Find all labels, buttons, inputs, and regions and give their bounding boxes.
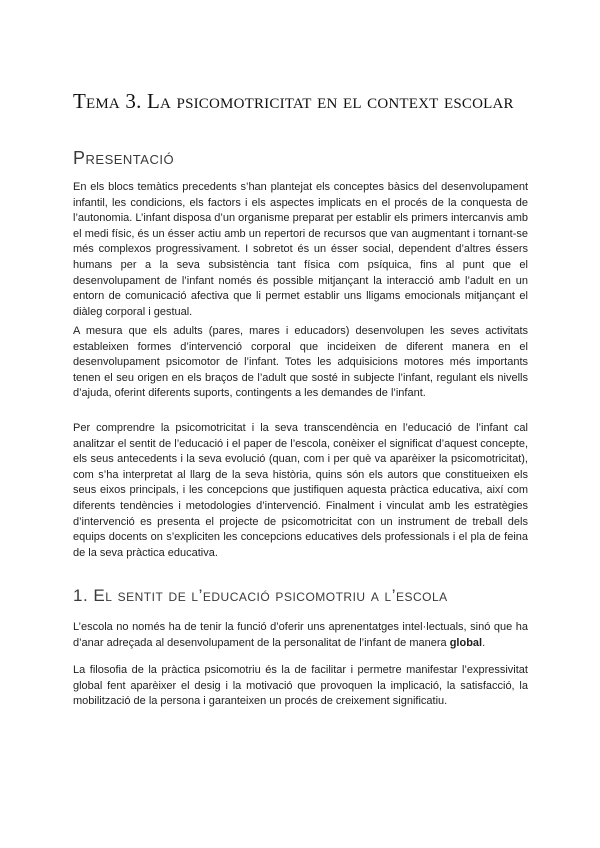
- paragraph: A mesura que els adults (pares, mares i educadors) desenvolupen les seves activitats estableixen formes d’intervenció corporal que incideixen de diferent manera en el desenvolupament psicomotor de l’infant. Totes les adquisicions motores més importants tenen el seu origen en els braços de l’adult que sosté in subjecte l’infant, regulant els nivells d’ajuda, oferint diferents suports, contingents a les demandes de l’infant.: [73, 325, 528, 400]
- section-title-sentit-educacio: 1. El sentit de l’educació psicomotriu a l’escola: [73, 586, 448, 605]
- paragraph: [73, 620, 528, 651]
- chapter-title: Tema 3. La psicomotricitat en el context escolar: [73, 89, 514, 113]
- paragraph: Per comprendre la psicomotricitat i la seva transcendència en l’educació de l’infant cal analitzar el sentit de l’educació i el paper de l’escola, conèixer el significat d’aquest concepte, els seus antecedents i la seva evolució (quan, com i per què va aparèixer la psicomotricitat), com s’ha interpretat al llarg de la seva història, quins són els autors que constitueixen els seus eixos principals, i les concepcions que justifiquen aquesta pràctica educativa, així com diferents tendències i metodologies d’intervenció. Finalment i vinculat amb les estratègies d’intervenció es presenta el projecte de psicomotricitat con un instrument de treball dels equips docents on s’expliciten les concepcions educatives dels professionals i el pla de feina de la seva pràctica educativa.: [73, 422, 528, 559]
- paragraph: En els blocs temàtics precedents s’han plantejat els conceptes bàsics del desenvolupament infantil, les condicions, els factors i els aspectes implicats en el procés de la conquesta de l’autonomia. L’infant disposa d’un organisme preparat per establir els primers intercanvis amb el medi físic, és un ésser actiu amb un repertori de recursos que van augmentant i tornant-se més complexos progressivament. I sobretot és un ésser social, dependent d’altres éssers humans per a la seva subsistència tant física com psíquica, fins al punt que el desenvolupament de l’infant només és possible mitjançant la interacció amb l’adult en un entorn de comunicació afectiva que li permet establir uns lligams emocionals mitjançant el diàleg corporal i gestual.: [73, 181, 528, 318]
- paragraph-text-end: .: [482, 636, 486, 649]
- paragraph: La filosofia de la pràctica psicomotriu és la de facilitar i permetre manifestar l’expressivitat global fent aparèixer el desig i la motivació que provoquen la implicació, la satisfacció, la mobilització de la persona i garanteixen un procés de creixement significatiu.: [73, 664, 528, 708]
- emphasis-global: global: [449, 636, 483, 649]
- paragraph-text: L’escola no només ha de tenir la funció d’oferir uns aprenentatges intel·lectuals, sinó que ha d’anar adreçada al desenvolupament de la personalitat de l’infant de manera: [73, 621, 528, 649]
- section-title-presentacio: Presentació: [73, 148, 175, 168]
